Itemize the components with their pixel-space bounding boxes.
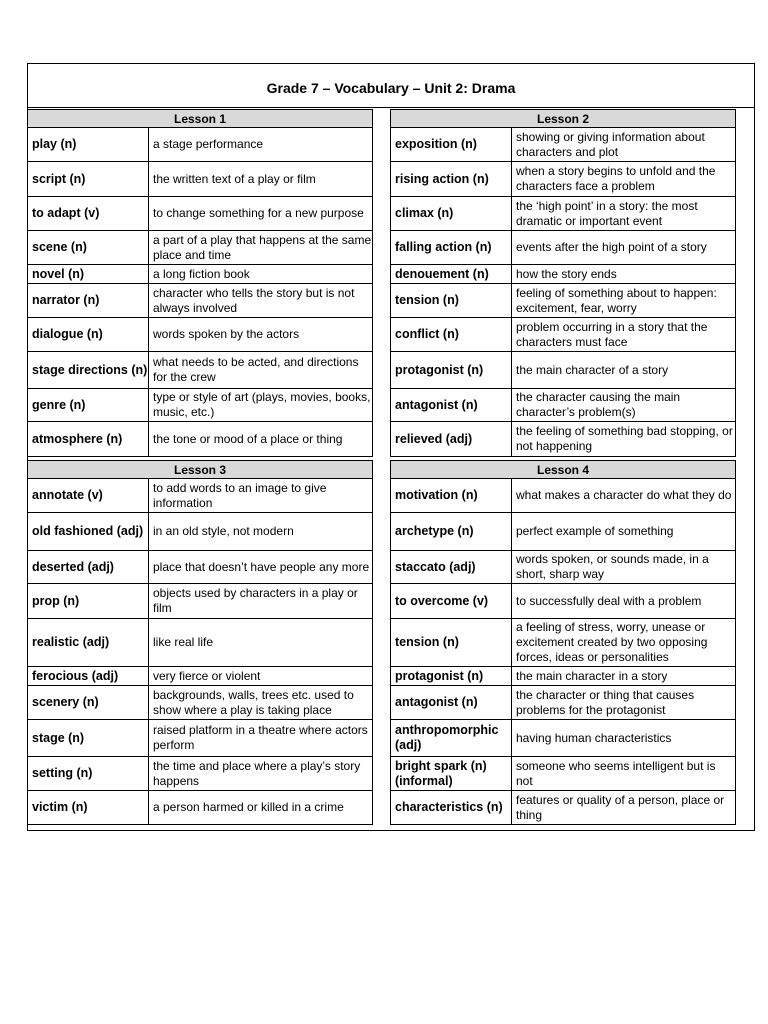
table-row [28,551,373,584]
vocab-definition: the feeling of something bad stopping, or not happening [512,422,736,457]
vocab-term: denouement (n) [391,265,512,284]
lesson-table [27,109,373,457]
vocab-term: protagonist (n) [391,667,512,686]
vocab-term: stage (n) [28,720,149,757]
vocab-definition: to add words to an image to give information [149,479,373,513]
vocab-term: script (n) [28,162,149,197]
table-row [28,619,373,667]
table-row [391,720,736,757]
table-row [391,389,736,422]
vocab-definition: character who tells the story but is not always involved [149,284,373,318]
vocab-term: bright spark (n)(informal) [391,757,512,791]
vocab-definition: how the story ends [512,265,736,284]
table-row [28,686,373,720]
vocab-term: tension (n) [391,284,512,318]
vocab-term: realistic (adj) [28,619,149,667]
vocab-term: old fashioned (adj) [28,513,149,551]
table-row [391,619,736,667]
vocab-definition: having human characteristics [512,720,736,757]
table-row [28,720,373,757]
page-title: Grade 7 – Vocabulary – Unit 2: Drama [28,64,754,108]
vocab-term: to overcome (v) [391,584,512,619]
vocab-definition: a person harmed or killed in a crime [149,791,373,825]
vocab-term: relieved (adj) [391,422,512,457]
vocab-definition: the tone or mood of a place or thing [149,422,373,457]
table-row [391,757,736,791]
table-row [391,231,736,265]
vocab-definition: very fierce or violent [149,667,373,686]
vocab-definition: what needs to be acted, and directions for the crew [149,352,373,389]
table-row [391,479,736,513]
vocab-term: tension (n) [391,619,512,667]
table-row [391,686,736,720]
lesson-header: Lesson 3 [28,461,373,479]
vocab-definition: the main character in a story [512,667,736,686]
table-row [28,422,373,457]
vocab-definition: feeling of something about to happen: excitement, fear, worry [512,284,736,318]
table-row [391,791,736,825]
table-row [28,318,373,352]
table-row [391,352,736,389]
vocab-definition: words spoken, or sounds made, in a short, sharp way [512,551,736,584]
vocab-definition: to successfully deal with a problem [512,584,736,619]
vocab-term: falling action (n) [391,231,512,265]
table-row [28,162,373,197]
vocab-definition: type or style of art (plays, movies, books, music, etc.) [149,389,373,422]
vocab-term: scenery (n) [28,686,149,720]
table-row [391,422,736,457]
table-row [28,757,373,791]
vocab-definition: perfect example of something [512,513,736,551]
vocab-definition: place that doesn’t have people any more [149,551,373,584]
vocab-term: play (n) [28,128,149,162]
table-row [391,667,736,686]
vocab-definition: when a story begins to unfold and the characters face a problem [512,162,736,197]
vocab-term: exposition (n) [391,128,512,162]
vocab-definition: the character causing the main character’s problem(s) [512,389,736,422]
vocab-term: motivation (n) [391,479,512,513]
table-row [28,231,373,265]
table-row [391,551,736,584]
vocab-term: novel (n) [28,265,149,284]
vocab-definition: like real life [149,619,373,667]
vocab-term: prop (n) [28,584,149,619]
vocab-term: setting (n) [28,757,149,791]
vocab-definition: in an old style, not modern [149,513,373,551]
table-row [28,265,373,284]
vocab-definition: words spoken by the actors [149,318,373,352]
lesson-table [390,460,736,825]
table-row [391,162,736,197]
table-row [28,791,373,825]
vocab-term: protagonist (n) [391,352,512,389]
vocab-definition: the main character of a story [512,352,736,389]
table-row [28,352,373,389]
vocab-term: deserted (adj) [28,551,149,584]
vocab-term: anthropomorphic (adj) [391,720,512,757]
lesson-table [390,109,736,457]
vocab-definition: the character or thing that causes problems for the protagonist [512,686,736,720]
vocab-definition: the time and place where a play’s story happens [149,757,373,791]
vocab-term: stage directions (n) [28,352,149,389]
vocab-definition: events after the high point of a story [512,231,736,265]
vocab-definition: a long fiction book [149,265,373,284]
vocab-definition: a stage performance [149,128,373,162]
table-row [28,667,373,686]
vocab-term: antagonist (n) [391,389,512,422]
vocab-term: rising action (n) [391,162,512,197]
table-row [28,389,373,422]
vocab-definition: backgrounds, walls, trees etc. used to show where a play is taking place [149,686,373,720]
vocab-term: antagonist (n) [391,686,512,720]
vocab-term: atmosphere (n) [28,422,149,457]
table-row [391,584,736,619]
table-row [28,197,373,231]
vocab-term: climax (n) [391,197,512,231]
table-row [391,197,736,231]
lesson-header: Lesson 2 [391,110,736,128]
vocab-definition: the ‘high point’ in a story: the most dramatic or important event [512,197,736,231]
table-row [28,128,373,162]
lesson-header: Lesson 4 [391,461,736,479]
vocab-term: dialogue (n) [28,318,149,352]
vocab-term: staccato (adj) [391,551,512,584]
vocab-term: conflict (n) [391,318,512,352]
vocab-definition: problem occurring in a story that the characters must face [512,318,736,352]
vocab-definition: raised platform in a theatre where actors perform [149,720,373,757]
vocab-definition: the written text of a play or film [149,162,373,197]
lesson-table [27,460,373,825]
vocab-definition: a feeling of stress, worry, unease or excitement created by two opposing forces, ideas or personalities [512,619,736,667]
table-row [391,513,736,551]
table-row [391,128,736,162]
table-row [28,284,373,318]
vocab-definition: to change something for a new purpose [149,197,373,231]
vocab-term: annotate (v) [28,479,149,513]
vocab-term: narrator (n) [28,284,149,318]
vocab-definition: showing or giving information about characters and plot [512,128,736,162]
vocab-definition: features or quality of a person, place or thing [512,791,736,825]
vocab-term: scene (n) [28,231,149,265]
vocab-definition: a part of a play that happens at the same place and time [149,231,373,265]
vocab-term: ferocious (adj) [28,667,149,686]
table-row [28,479,373,513]
vocab-term: archetype (n) [391,513,512,551]
vocab-term: to adapt (v) [28,197,149,231]
table-row [391,284,736,318]
vocab-definition: objects used by characters in a play or film [149,584,373,619]
vocab-term: victim (n) [28,791,149,825]
table-row [391,265,736,284]
lesson-header: Lesson 1 [28,110,373,128]
vocab-definition: what makes a character do what they do [512,479,736,513]
vocab-term: characteristics (n) [391,791,512,825]
vocab-term: genre (n) [28,389,149,422]
vocab-definition: someone who seems intelligent but is not [512,757,736,791]
table-row [28,513,373,551]
table-row [391,318,736,352]
table-row [28,584,373,619]
